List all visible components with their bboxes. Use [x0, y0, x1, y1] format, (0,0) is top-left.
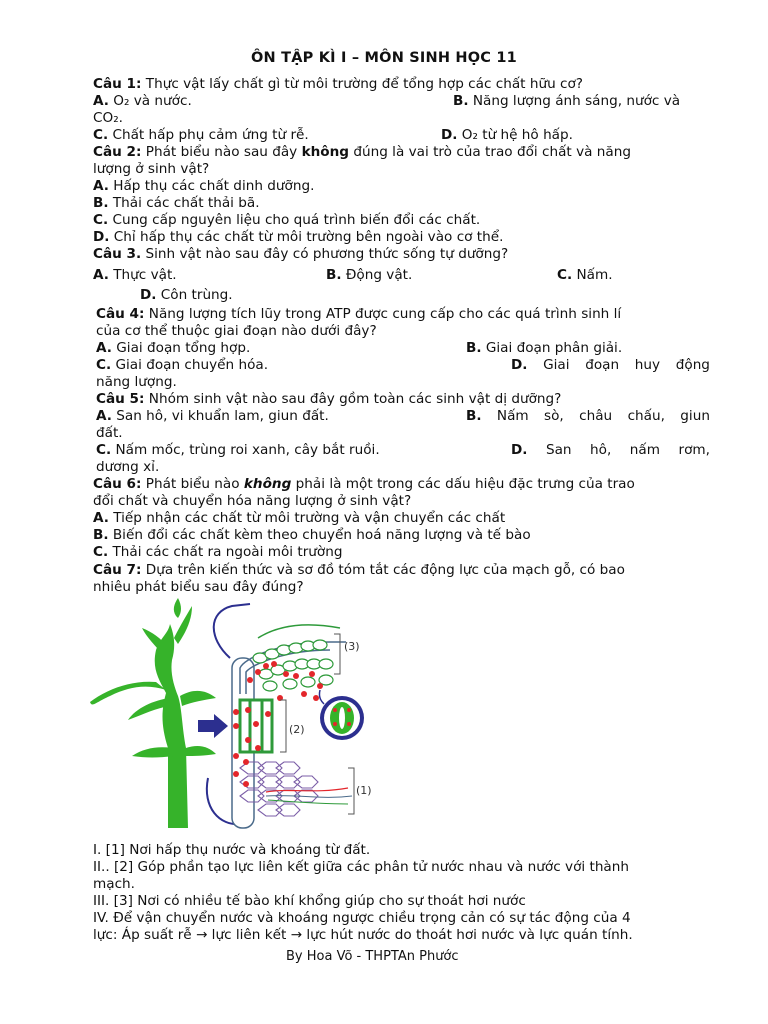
flow-arrow-icon [198, 714, 228, 738]
question-6-continued: đổi chất và chuyển hóa năng lượng ở sinh vật? [93, 493, 412, 509]
question-4: Câu 4: Năng lượng tích lũy trong ATP được cung cấp cho các quá trình sinh lí [96, 306, 622, 322]
q5-option-c: C. Nấm mốc, trùng roi xanh, cây bắt ruồi. [96, 442, 380, 458]
q2-option-a: A. Hấp thụ các chất dinh dưỡng. [93, 178, 315, 194]
q4-option-b: B. Giai đoạn phân giải. [466, 340, 623, 356]
q3-option-a: A. Thực vật. [93, 267, 177, 283]
question-2: Câu 2: Phát biểu nào sau đây không đúng là vai trò của trao đổi chất và năng [93, 144, 631, 160]
loop-arrow [214, 604, 250, 658]
q5-option-b: B. Nấm sò, châu chấu, giun [466, 408, 710, 424]
statement-2: II.. [2] Góp phần tạo lực liên kết giữa các phân tử nước nhau và nước với thành [93, 859, 629, 875]
q4-option-a: A. Giai đoạn tổng hợp. [96, 340, 251, 356]
question-2-continued: lượng ở sinh vật? [93, 161, 210, 177]
q3-option-c: C. Nấm. [557, 267, 613, 283]
xylem-transport-diagram [90, 598, 390, 833]
q1-option-d: D. O₂ từ hệ hô hấp. [441, 127, 573, 143]
q4-option-d: D. Giai đoạn huy động [511, 357, 710, 373]
question-5: Câu 5: Nhóm sinh vật nào sau đây gồm toàn các sinh vật dị dưỡng? [96, 391, 562, 407]
question-6: Câu 6: Phát biểu nào không phải là một trong các dấu hiệu đặc trưng của trao [93, 476, 635, 492]
q5-option-d-continued: dương xỉ. [96, 459, 160, 475]
statement-1: I. [1] Nơi hấp thụ nước và khoáng từ đất. [93, 842, 371, 858]
bracket-2 [280, 700, 286, 752]
q2-option-b: B. Thải các chất thải bã. [93, 195, 260, 211]
q3-option-b: B. Động vật. [326, 267, 413, 283]
plant-silhouette [90, 598, 216, 828]
q5-option-d: D. San hô, nấm rơm, [511, 442, 710, 458]
question-4-continued: của cơ thể thuộc giai đoạn nào dưới đây? [96, 323, 377, 339]
q6-option-c: C. Thải các chất ra ngoài môi trường [93, 544, 343, 560]
q1-option-a: A. O₂ và nước. [93, 93, 192, 109]
question-7: Câu 7: Dựa trên kiến thức và sơ đồ tóm tắt các động lực của mạch gỗ, có bao [93, 562, 625, 578]
statement-2-continued: mạch. [93, 876, 135, 892]
q1-option-b: B. Năng lượng ánh sáng, nước và [453, 93, 681, 109]
q6-option-b: B. Biến đổi các chất kèm theo chuyển hoá năng lượng và tế bào [93, 527, 531, 543]
page-footer: By Hoa Võ - THPTAn Phước [286, 949, 459, 964]
q5-option-b-continued: đất. [96, 425, 123, 441]
q2-option-c: C. Cung cấp nguyên liệu cho quá trình biến đổi các chất. [93, 212, 481, 228]
figure-label-1: (1) [356, 784, 372, 797]
q4-option-c: C. Giai đoạn chuyển hóa. [96, 357, 269, 373]
figure-label-2: (2) [289, 723, 305, 736]
q4-option-d-continued: năng lượng. [96, 374, 177, 390]
q2-option-d: D. Chỉ hấp thụ các chất từ môi trường bên ngoài vào cơ thể. [93, 229, 504, 245]
stoma-icon [320, 696, 364, 740]
statement-4: IV. Để vận chuyển nước và khoáng ngược chiều trọng cản có sự tác động của 4 [93, 910, 631, 926]
statement-4-continued: lực: Áp suất rễ → lực liên kết → lực hút nước do thoát hơi nước và lực quán tính. [93, 927, 633, 943]
q5-option-a: A. San hô, vi khuẩn lam, giun đất. [96, 408, 329, 424]
question-7-continued: nhiêu phát biểu sau đây đúng? [93, 579, 304, 595]
page-title: ÔN TẬP KÌ I – MÔN SINH HỌC 11 [251, 50, 517, 66]
figure-label-3: (3) [344, 640, 360, 653]
q3-option-d: D. Côn trùng. [140, 287, 233, 303]
q6-option-a: A. Tiếp nhận các chất từ môi trường và vận chuyển các chất [93, 510, 506, 526]
q1-option-b-continued: CO₂. [93, 110, 123, 126]
q1-option-c: C. Chất hấp phụ cảm ứng từ rễ. [93, 127, 309, 143]
bracket-1 [348, 768, 354, 814]
statement-3: III. [3] Nơi có nhiều tế bào khí khổng giúp cho sự thoát hơi nước [93, 893, 526, 909]
question-1: Câu 1: Thực vật lấy chất gì từ môi trường để tổng hợp các chất hữu cơ? [93, 76, 584, 92]
bracket-3 [334, 634, 340, 674]
question-3: Câu 3. Sinh vật nào sau đây có phương thức sống tự dưỡng? [93, 246, 509, 262]
